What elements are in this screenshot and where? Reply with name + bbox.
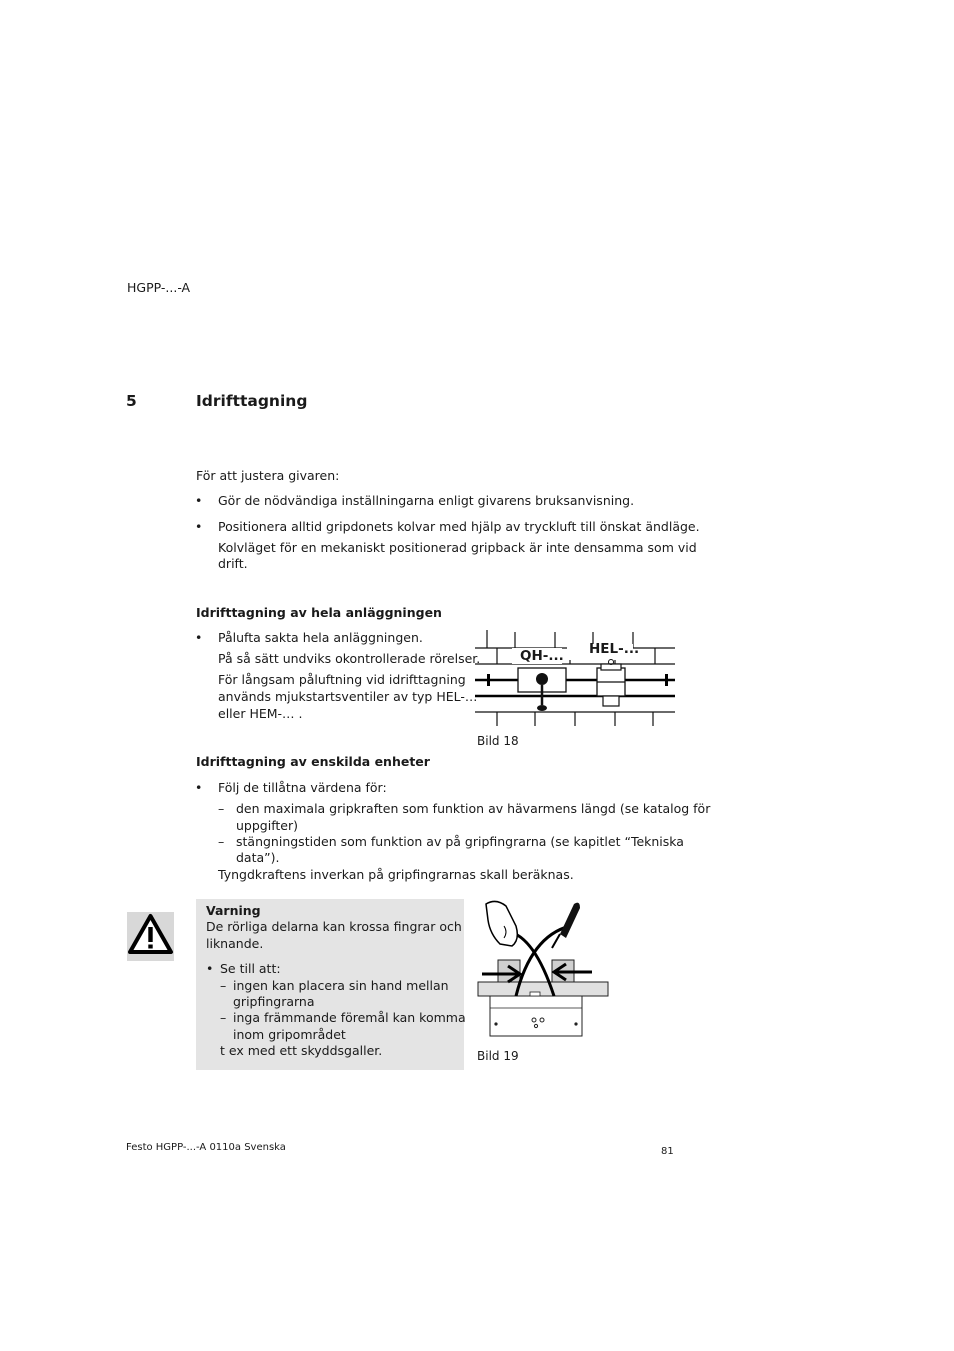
- body-line: På så sätt undviks okontrollerade rörelser.: [218, 651, 481, 666]
- subsection-title: Idrifttagning av hela anläggningen: [196, 605, 442, 620]
- warning-triangle-icon: [127, 912, 174, 961]
- figure-18-diagram: [475, 630, 677, 730]
- warning-dash: ingen kan placera sin hand mellan: [233, 978, 449, 993]
- bullet-text: Positionera alltid gripdonets kolvar med hjälp av tryckluft till önskat ändläge.: [218, 519, 700, 534]
- footer-page-number: 81: [661, 1146, 674, 1157]
- warning-title: Varning: [206, 903, 261, 918]
- figure-18-caption: Bild 18: [477, 734, 519, 748]
- figure-19-caption: Bild 19: [477, 1049, 519, 1063]
- bullet-marker: •: [195, 519, 203, 534]
- body-line: eller HEM-… .: [218, 706, 303, 721]
- section-title: Idrifttagning: [196, 392, 308, 410]
- bullet-text: Gör de nödvändiga inställningarna enligt givarens bruksanvisning.: [218, 493, 635, 508]
- dash-text: data”).: [236, 850, 280, 865]
- body-line: För långsam påluftning vid idrifttagning: [218, 672, 466, 687]
- bullet-text: Följ de tillåtna värdena för:: [218, 780, 387, 795]
- page-header-model: HGPP-...-A: [127, 280, 191, 295]
- intro-text: För att justera givaren:: [196, 468, 340, 483]
- bullet-marker: •: [195, 630, 203, 645]
- dash-text: uppgifter): [236, 818, 298, 833]
- body-line: Tyngdkraftens inverkan på gripfingrarnas skall beräknas.: [218, 867, 574, 882]
- subsection-title: Idrifttagning av enskilda enheter: [196, 754, 430, 769]
- dash-marker: –: [218, 801, 225, 816]
- warning-dash: gripfingrarna: [233, 994, 315, 1009]
- bullet-marker: •: [195, 780, 203, 795]
- figure-18-label-qh: QH-...: [520, 648, 564, 664]
- dash-marker: –: [220, 978, 227, 993]
- dash-marker: –: [220, 1010, 227, 1025]
- footer-left: Festo HGPP-...-A 0110a Svenska: [126, 1142, 286, 1153]
- warning-bullet: Se till att:: [220, 961, 281, 976]
- bullet-text: Pålufta sakta hela anläggningen.: [218, 630, 423, 645]
- warning-icon-panel: [127, 912, 174, 961]
- warning-tail: t ex med ett skyddsgaller.: [220, 1043, 383, 1058]
- bullet-marker: •: [195, 493, 203, 508]
- figure-19-diagram: [476, 896, 610, 1041]
- dash-text: den maximala gripkraften som funktion av hävarmens längd (se katalog för: [236, 801, 711, 816]
- warning-dash: inom gripområdet: [233, 1027, 346, 1042]
- dash-text: stängningstiden som funktion av på gripfingrarna (se kapitlet “Tekniska: [236, 834, 684, 849]
- warning-dash: inga främmande föremål kan komma: [233, 1010, 466, 1025]
- warning-text: liknande.: [206, 936, 264, 951]
- warning-text: De rörliga delarna kan krossa fingrar och: [206, 919, 462, 934]
- bullet-note: drift.: [218, 556, 248, 571]
- figure-18-label-hel: HEL-...: [589, 641, 640, 657]
- bullet-marker: •: [206, 961, 214, 976]
- dash-marker: –: [218, 834, 225, 849]
- section-number: 5: [126, 392, 137, 410]
- bullet-note: Kolvläget för en mekaniskt positionerad gripback är inte densamma som vid: [218, 540, 697, 555]
- body-line: används mjukstartsventiler av typ HEL-…: [218, 689, 478, 704]
